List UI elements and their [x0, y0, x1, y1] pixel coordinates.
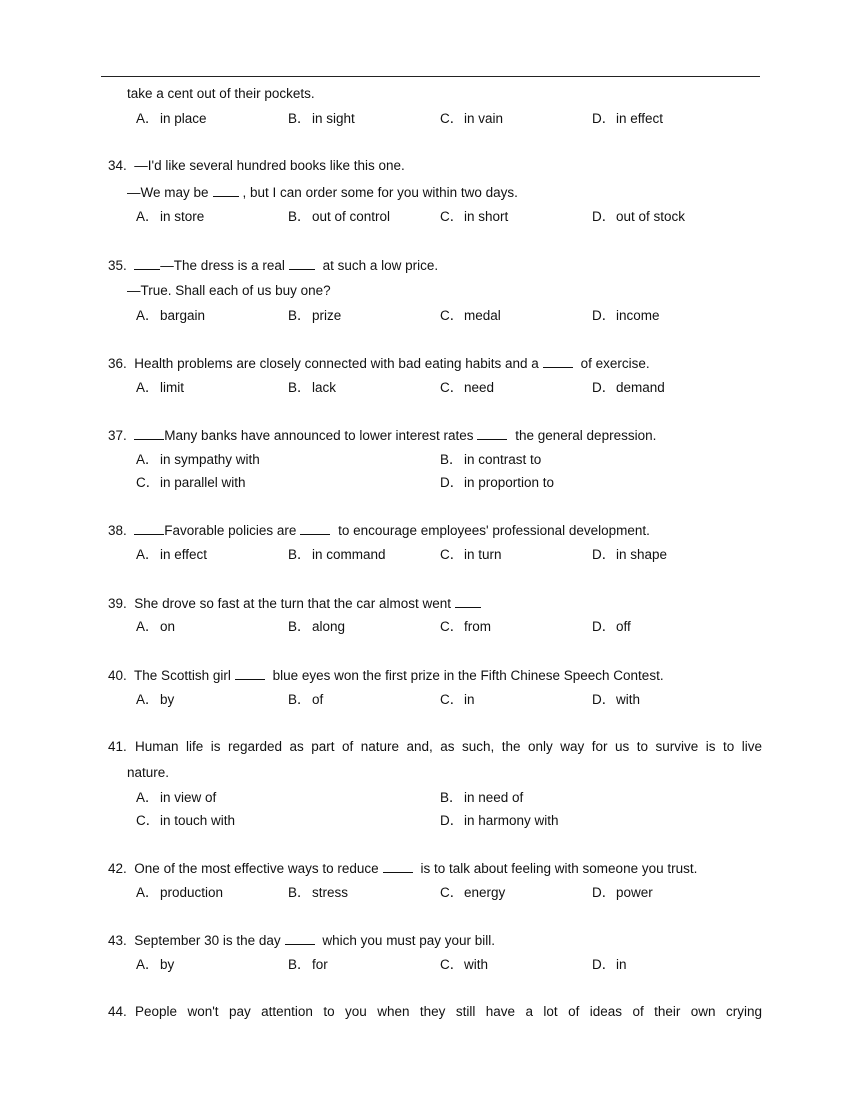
question-41-text: Human life is regarded as part of nature and, as such, the only way for us to survive is to live — [135, 739, 762, 754]
question-44-text: People won't pay attention to you when they still have a lot of ideas of their own crying — [135, 1004, 762, 1019]
q40-option-d[interactable] — [592, 692, 640, 708]
option-letter: A． — [136, 111, 159, 126]
option-text: in need of — [464, 790, 524, 805]
option-letter: B． — [288, 957, 311, 972]
question-44 — [108, 1004, 127, 1020]
question-number: 40. — [108, 668, 127, 683]
option-letter: D． — [592, 209, 616, 224]
option-letter: A． — [136, 957, 159, 972]
option-letter: A． — [136, 380, 159, 395]
option-letter: C． — [440, 692, 464, 707]
option-letter: C． — [440, 547, 464, 562]
q35-option-a[interactable] — [136, 308, 205, 324]
q40-option-c[interactable] — [440, 692, 475, 708]
answer-blank — [455, 595, 481, 608]
option-letter: B． — [288, 547, 311, 562]
option-text: along — [312, 619, 346, 634]
question-42 — [108, 860, 697, 877]
q37-option-a[interactable] — [136, 452, 260, 468]
q38-option-d[interactable] — [592, 547, 667, 563]
option-text: demand — [616, 380, 665, 395]
option-text: out of control — [312, 209, 391, 224]
option-text: lack — [312, 380, 337, 395]
q36-option-d[interactable] — [592, 380, 665, 396]
q37-option-b[interactable] — [440, 452, 541, 468]
q39-option-a[interactable] — [136, 619, 175, 635]
question-number: 42. — [108, 861, 127, 876]
q41-option-a[interactable] — [136, 790, 216, 806]
question-text: of exercise. — [580, 356, 650, 371]
option-letter: B． — [440, 452, 463, 467]
q37-option-d[interactable] — [440, 475, 554, 491]
q34-option-a[interactable] — [136, 209, 204, 225]
q39-option-c[interactable] — [440, 619, 491, 635]
question-34-line2 — [127, 184, 518, 201]
q34-option-d[interactable] — [592, 209, 685, 225]
option-letter: A． — [136, 692, 159, 707]
option-letter: D． — [592, 957, 616, 972]
q37-option-c[interactable] — [136, 475, 246, 491]
answer-blank — [477, 427, 507, 440]
answer-blank — [289, 257, 315, 270]
option-text: production — [160, 885, 224, 900]
option-text: in turn — [464, 547, 502, 562]
option-text: prize — [312, 308, 342, 323]
q42-option-a[interactable] — [136, 885, 223, 901]
option-text: in — [464, 692, 475, 707]
question-35 — [108, 257, 438, 274]
question-text: which you must pay your bill. — [322, 933, 495, 948]
option-text: in parallel with — [160, 475, 246, 490]
q35-option-c[interactable] — [440, 308, 501, 324]
question-35-line2: —True. Shall each of us buy one? — [127, 283, 331, 298]
option-letter: C． — [136, 813, 160, 828]
question-41 — [108, 739, 127, 755]
question-number: 39. — [108, 596, 127, 611]
option-letter: B． — [288, 380, 311, 395]
option-text: in store — [160, 209, 205, 224]
q33-option-d[interactable] — [592, 111, 663, 127]
answer-blank — [543, 355, 573, 368]
question-number: 37. — [108, 428, 127, 443]
question-41-line2: nature. — [127, 765, 170, 780]
question-text: September 30 is the day — [134, 933, 281, 948]
option-text: in effect — [616, 111, 664, 126]
q43-option-c[interactable] — [440, 957, 488, 973]
question-number: 34. — [108, 158, 127, 173]
question-33-continuation: take a cent out of their pockets. — [127, 86, 315, 101]
question-text: , but I can order some for you within two days. — [242, 185, 518, 200]
option-text: bargain — [160, 308, 206, 323]
option-text: in effect — [160, 547, 208, 562]
option-text: in touch with — [160, 813, 236, 828]
option-text: need — [464, 380, 495, 395]
question-text: Health problems are closely connected with bad eating habits and a — [134, 356, 539, 371]
question-number: 43. — [108, 933, 127, 948]
option-letter: B． — [440, 790, 463, 805]
option-text: out of stock — [616, 209, 686, 224]
q39-option-d[interactable] — [592, 619, 631, 635]
option-text: in contrast to — [464, 452, 542, 467]
question-text: Many banks have announced to lower interest rates — [164, 428, 474, 443]
option-text: in — [616, 957, 627, 972]
option-text: with — [464, 957, 489, 972]
option-text: in sympathy with — [160, 452, 260, 467]
option-text: in proportion to — [464, 475, 555, 490]
option-letter: A． — [136, 452, 159, 467]
answer-blank — [134, 257, 160, 270]
question-text: One of the most effective ways to reduce — [134, 861, 379, 876]
option-letter: D． — [440, 813, 464, 828]
option-letter: A． — [136, 790, 159, 805]
option-letter: C． — [440, 619, 464, 634]
q36-option-c[interactable] — [440, 380, 494, 396]
option-text: limit — [160, 380, 184, 395]
option-text: of — [312, 692, 324, 707]
q38-option-a[interactable] — [136, 547, 207, 563]
q42-option-b[interactable] — [288, 885, 348, 901]
question-text: to encourage employees' professional development. — [338, 523, 650, 538]
question-number: 36. — [108, 356, 127, 371]
q41-option-b[interactable] — [440, 790, 523, 806]
question-text: Favorable policies are — [164, 523, 297, 538]
option-letter: A． — [136, 308, 159, 323]
option-letter: B． — [288, 308, 311, 323]
option-text: in place — [160, 111, 207, 126]
q34-option-b[interactable] — [288, 209, 390, 225]
q43-option-b[interactable] — [288, 957, 328, 973]
option-text: for — [312, 957, 328, 972]
question-40 — [108, 667, 664, 684]
question-37 — [108, 427, 656, 444]
option-text: with — [616, 692, 641, 707]
question-39 — [108, 595, 485, 612]
question-text: is to talk about feeling with someone you trust. — [420, 861, 698, 876]
option-letter: B． — [288, 692, 311, 707]
option-text: by — [160, 957, 175, 972]
q36-option-b[interactable] — [288, 380, 336, 396]
option-text: in sight — [312, 111, 355, 126]
option-letter: D． — [592, 111, 616, 126]
answer-blank — [134, 522, 164, 535]
option-letter: D． — [592, 619, 616, 634]
option-text: energy — [464, 885, 506, 900]
question-text: —I'd like several hundred books like this one. — [134, 158, 405, 173]
option-letter: C． — [136, 475, 160, 490]
option-letter: A． — [136, 547, 159, 562]
q33-option-c[interactable] — [440, 111, 503, 127]
option-text: stress — [312, 885, 349, 900]
option-text: in vain — [464, 111, 504, 126]
q42-option-d[interactable] — [592, 885, 653, 901]
question-number: 38. — [108, 523, 127, 538]
q43-option-d[interactable] — [592, 957, 627, 973]
option-letter: C． — [440, 380, 464, 395]
option-text: off — [616, 619, 631, 634]
question-43 — [108, 932, 495, 949]
q41-option-c[interactable] — [136, 813, 235, 829]
answer-blank — [213, 184, 239, 197]
question-text: The Scottish girl — [134, 668, 231, 683]
q38-option-c[interactable] — [440, 547, 502, 563]
q40-option-a[interactable] — [136, 692, 174, 708]
question-34 — [108, 158, 405, 174]
option-letter: B． — [288, 111, 311, 126]
option-letter: D． — [592, 547, 616, 562]
question-text: She drove so fast at the turn that the car almost went — [134, 596, 451, 611]
option-letter: A． — [136, 209, 159, 224]
question-number: 44. — [108, 1004, 127, 1019]
answer-blank — [300, 522, 330, 535]
question-number: 41. — [108, 739, 127, 754]
q35-option-b[interactable] — [288, 308, 341, 324]
option-text: on — [160, 619, 176, 634]
option-text: in harmony with — [464, 813, 559, 828]
question-36 — [108, 355, 650, 372]
q43-option-a[interactable] — [136, 957, 174, 973]
question-number: 35. — [108, 258, 127, 273]
option-text: power — [616, 885, 653, 900]
option-letter: D． — [440, 475, 464, 490]
option-letter: D． — [592, 692, 616, 707]
question-text: blue eyes won the first prize in the Fifth Chinese Speech Contest. — [272, 668, 664, 683]
option-letter: B． — [288, 619, 311, 634]
option-letter: D． — [592, 885, 616, 900]
option-letter: B． — [288, 209, 311, 224]
question-text: —The dress is a real — [160, 258, 285, 273]
option-letter: D． — [592, 308, 616, 323]
question-38 — [108, 522, 650, 539]
option-letter: C． — [440, 885, 464, 900]
q36-option-a[interactable] — [136, 380, 184, 396]
option-letter: A． — [136, 619, 159, 634]
q33-option-a[interactable] — [136, 111, 207, 127]
option-letter: C． — [440, 111, 464, 126]
q41-option-d[interactable] — [440, 813, 559, 829]
option-text: income — [616, 308, 660, 323]
q34-option-c[interactable] — [440, 209, 508, 225]
answer-blank — [285, 932, 315, 945]
option-letter: B． — [288, 885, 311, 900]
answer-blank — [235, 667, 265, 680]
question-text: —We may be — [127, 185, 209, 200]
option-text: in view of — [160, 790, 217, 805]
q35-option-d[interactable] — [592, 308, 660, 324]
option-text: in short — [464, 209, 509, 224]
q33-option-b[interactable] — [288, 111, 355, 127]
option-text: in shape — [616, 547, 668, 562]
q40-option-b[interactable] — [288, 692, 323, 708]
q42-option-c[interactable] — [440, 885, 505, 901]
option-letter: D． — [592, 380, 616, 395]
answer-blank — [383, 860, 413, 873]
q39-option-b[interactable] — [288, 619, 345, 635]
option-letter: C． — [440, 957, 464, 972]
question-text: at such a low price. — [322, 258, 439, 273]
question-text: the general depression. — [515, 428, 657, 443]
option-letter: C． — [440, 209, 464, 224]
header-rule — [101, 76, 760, 77]
q38-option-b[interactable] — [288, 547, 386, 563]
option-text: medal — [464, 308, 501, 323]
option-text: in command — [312, 547, 386, 562]
option-letter: A． — [136, 885, 159, 900]
option-text: by — [160, 692, 175, 707]
answer-blank — [134, 427, 164, 440]
option-text: from — [464, 619, 491, 634]
option-letter: C． — [440, 308, 464, 323]
